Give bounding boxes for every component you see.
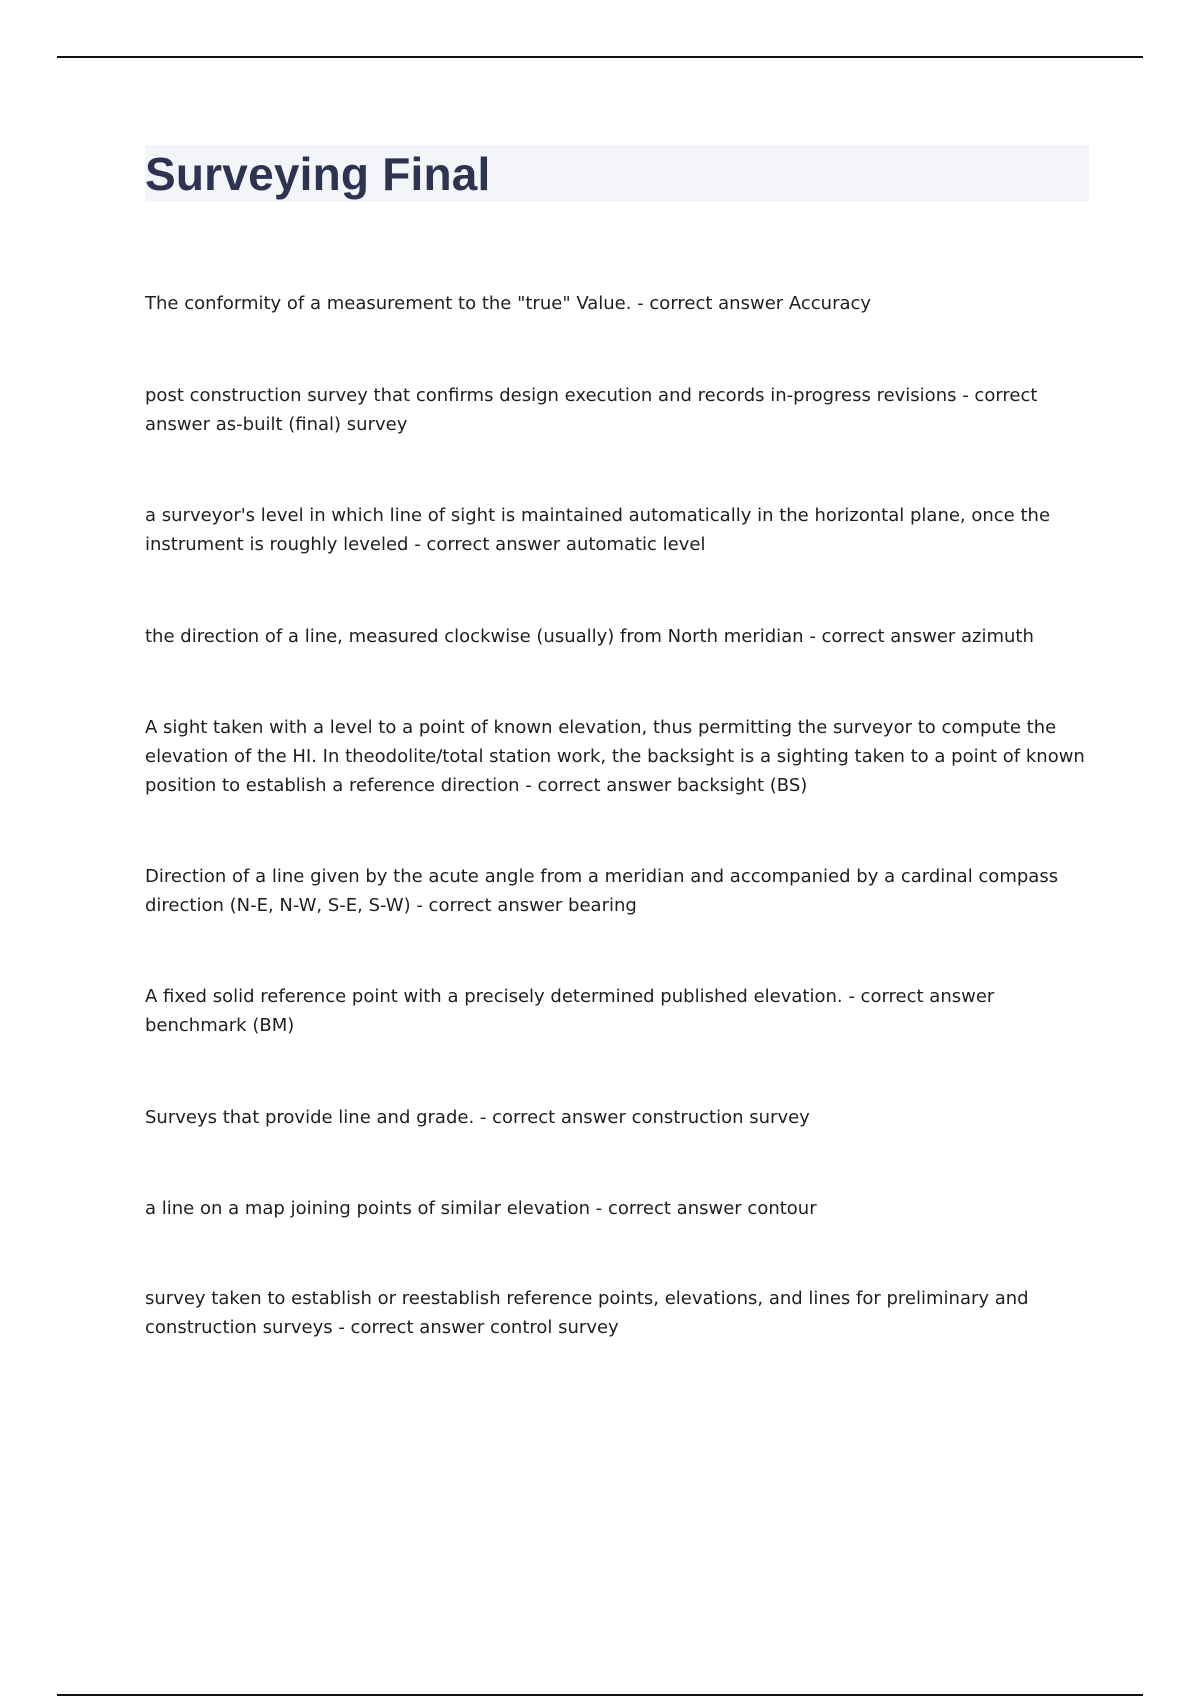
entry-construction-survey: Surveys that provide line and grade. - correct answer construction survey <box>145 1107 810 1128</box>
entry-automatic-level: a surveyor's level in which line of sight is maintained automatically in the horizontal plane, once the instrument is roughly leveled - correct answer automatic level <box>145 505 1051 555</box>
entry-benchmark: A fixed solid reference point with a precisely determined published elevation. - correct answer benchmark (BM) <box>145 986 995 1036</box>
entry-contour: a line on a map joining points of similar elevation - correct answer contour <box>145 1198 817 1219</box>
entry-backsight: A sight taken with a level to a point of known elevation, thus permitting the surveyor to compute the elevation of the HI. In theodolite/total station work, the backsight is a sighting taken to a point of known position to establish a reference direction - correct answer backsight (BS) <box>145 717 1085 796</box>
bottom-rule <box>57 1694 1143 1696</box>
entry-control-survey: survey taken to establish or reestablish reference points, elevations, and lines for preliminary and construction surveys - correct answer control survey <box>145 1288 1029 1338</box>
top-rule <box>57 56 1143 58</box>
entry-as-built: post construction survey that confirms design execution and records in-progress revisions - correct answer as-built (final) survey <box>145 385 1038 435</box>
entry-accuracy: The conformity of a measurement to the "true" Value. - correct answer Accuracy <box>145 293 872 314</box>
entry-bearing: Direction of a line given by the acute angle from a meridian and accompanied by a cardinal compass direction (N-E, N-W, S-E, S-W) - correct answer bearing <box>145 866 1059 916</box>
entry-azimuth: the direction of a line, measured clockwise (usually) from North meridian - correct answer azimuth <box>145 626 1034 647</box>
page-title: Surveying Final <box>145 148 491 200</box>
